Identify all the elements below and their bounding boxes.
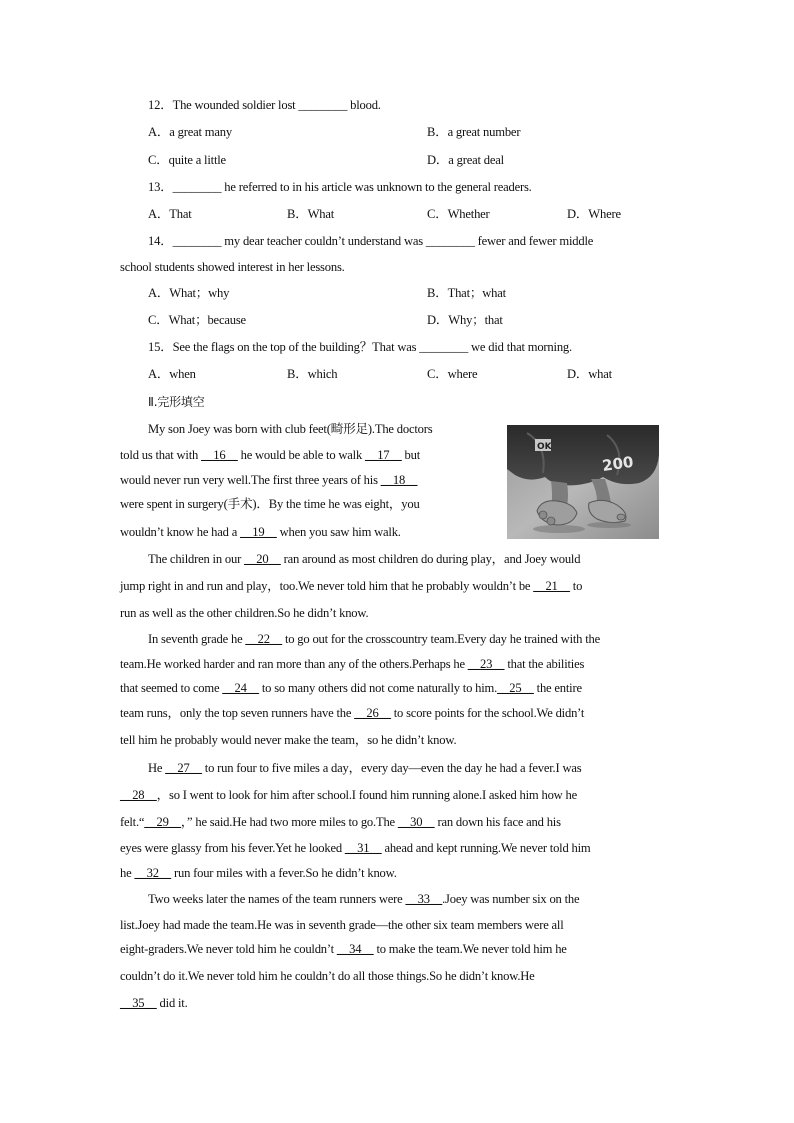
passage-p1-line5: wouldn’t know he had a __19__ when you saw him walk. (120, 525, 401, 539)
passage-p5-line2: list.Joey had made the team.He was in seventh grade—the other six team members were all (120, 918, 564, 932)
blank-24: __24__ (222, 681, 259, 695)
question-15-option-c: C．where (427, 367, 478, 381)
passage-p4-line2: __28__，so I went to look for him after school.I found him running alone.I asked him how he (120, 788, 577, 802)
question-15-stem: 15．See the flags on the top of the building？That was ________ we did that morning. (148, 340, 572, 354)
question-14-stem-line1: 14．________ my dear teacher couldn’t understand was ________ fewer and fewer middle (148, 234, 594, 248)
question-14-option-a: A．What；why (148, 286, 230, 300)
question-12-option-d: D．a great deal (427, 153, 504, 167)
passage-p1-line2: told us that with __16__ he would be able to walk __17__ but (120, 448, 421, 462)
blank-31: __31__ (344, 841, 382, 855)
blank-23: __23__ (467, 657, 505, 671)
question-13-option-d: D．Where (567, 207, 621, 221)
blank-28: __28__ (120, 788, 157, 802)
question-12-option-c: C．quite a little (148, 153, 226, 167)
passage-p4-line1: He __27__ to run four to five miles a day，every day—even the day he had a fever.I was (148, 761, 582, 775)
passage-p3-line3: that seemed to come __24__ to so many others did not come naturally to him.__25__ the entire (120, 681, 582, 695)
question-13-option-c: C．Whether (427, 207, 490, 221)
question-12-option-a: A．a great many (148, 125, 232, 139)
question-12-option-b: B．a great number (427, 125, 521, 139)
blank-27: __27__ (165, 761, 202, 775)
question-14-stem-line2: school students showed interest in her lessons. (120, 260, 345, 274)
pants-print-text: 200 (601, 452, 635, 475)
passage-p4-line4: eyes were glassy from his fever.Yet he looked __31__ ahead and kept running.We never told him (120, 841, 591, 855)
passage-p1-line3: would never run very well.The first three years of his __18__ (120, 473, 418, 487)
blank-26: __26__ (354, 706, 391, 720)
blank-32: __32__ (134, 866, 172, 880)
question-12-stem: 12．The wounded soldier lost ________ blood. (148, 98, 381, 112)
passage-p5-line4: couldn’t do it.We never told him he couldn’t do all those things.So he didn’t know.He (120, 969, 535, 983)
blank-29: __29__ (144, 815, 181, 829)
passage-p4-line5: he __32__ run four miles with a fever.So he didn’t know. (120, 866, 397, 880)
question-15-option-a: A．when (148, 367, 196, 381)
blank-25: __25__ (497, 681, 534, 695)
question-14-option-c: C．What；because (148, 313, 246, 327)
question-15-option-b: B．which (287, 367, 338, 381)
question-13-stem: 13．________ he referred to in his article was unknown to the general readers. (148, 180, 532, 194)
question-14-option-d: D．Why；that (427, 313, 503, 327)
question-13-option-a: A．That (148, 207, 192, 221)
question-14-option-b: B．That；what (427, 286, 506, 300)
feet-photo (507, 425, 659, 539)
blank-19: __19__ (240, 525, 277, 539)
passage-p2-line2: jump right in and run and play，too.We never told him that he probably wouldn’t be __21__ to (120, 579, 583, 593)
passage-p3-line2: team.He worked harder and ran more than any of the others.Perhaps he __23__ that the abilities (120, 657, 585, 671)
blank-17: __17__ (365, 448, 402, 462)
blank-16: __16__ (201, 448, 238, 462)
passage-p3-line5: tell him he probably would never make the team，so he didn’t know. (120, 733, 457, 747)
passage-p4-line3: felt.“__29__，” he said.He had two more miles to go.The __30__ ran down his face and his (120, 815, 561, 829)
blank-21: __21__ (533, 579, 570, 593)
passage-p3-line4: team runs，only the top seven runners have the __26__ to score points for the school.We didn’t (120, 706, 585, 720)
blank-30: __30__ (397, 815, 435, 829)
passage-p5-line3: eight-graders.We never told him he couldn’t __34__ to make the team.We never told him he (120, 942, 567, 956)
passage-p5-line1: Two weeks later the names of the team runners were __33__.Joey was number six on the (148, 892, 580, 906)
question-15-option-d: D．what (567, 367, 612, 381)
blank-35: __35__ (120, 996, 157, 1010)
blank-33: __33__ (405, 892, 443, 906)
blank-18: __18__ (380, 473, 418, 487)
passage-p2-line1: The children in our __20__ ran around as most children do during play，and Joey would (148, 552, 581, 566)
blank-20: __20__ (244, 552, 281, 566)
pants-patch-text: OK (537, 442, 552, 452)
section-heading: Ⅱ.完形填空 (148, 395, 205, 409)
passage-p5-line5: __35__ did it. (120, 996, 188, 1010)
passage-p1-line1: My son Joey was born with club feet(畸形足).The doctors (148, 422, 433, 436)
question-13-option-b: B．What (287, 207, 335, 221)
blank-34: __34__ (336, 942, 374, 956)
passage-p3-line1: In seventh grade he __22__ to go out for the crosscountry team.Every day he trained with the (148, 632, 601, 646)
passage-p1-line4: were spent in surgery(手术)．By the time he was eight，you (120, 497, 420, 511)
passage-p2-line3: run as well as the other children.So he didn’t know. (120, 606, 369, 620)
blank-22: __22__ (245, 632, 283, 646)
